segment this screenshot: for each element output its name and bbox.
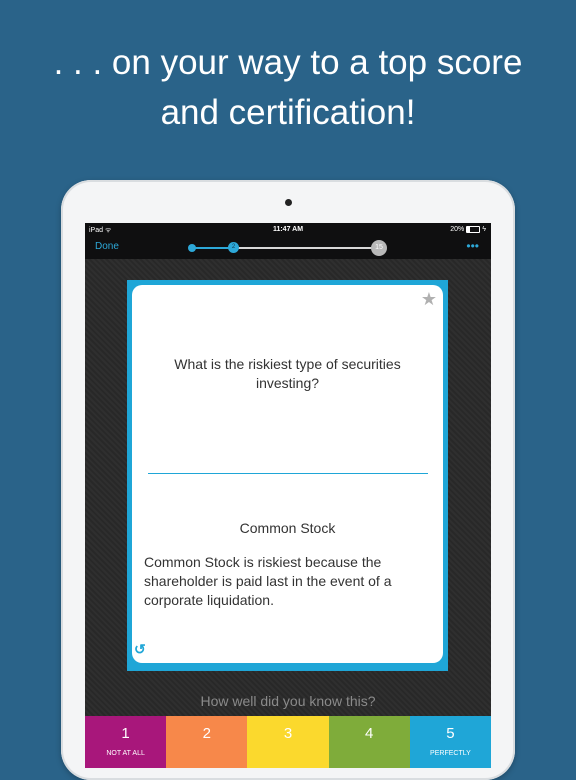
rating-number: 4 [365, 725, 374, 742]
camera-icon [285, 199, 292, 206]
progress-track [234, 247, 379, 249]
more-options-icon[interactable]: ••• [466, 239, 479, 253]
rating-button-2[interactable] [166, 716, 247, 768]
status-bar [85, 223, 491, 237]
card-answer-title: Common Stock [239, 520, 336, 536]
rating-number: 2 [202, 725, 211, 742]
nav-bar [85, 237, 491, 259]
progress-start-dot[interactable] [188, 244, 196, 252]
rating-number: 5 [446, 725, 455, 742]
battery-percent: 20% [450, 226, 465, 233]
battery-status [450, 226, 486, 233]
rating-bar [85, 716, 491, 768]
headline [0, 38, 576, 138]
undo-icon[interactable]: ↺ [134, 641, 146, 657]
device-label: iPad ᯤ [89, 227, 112, 234]
app-screen [85, 223, 491, 768]
progress-current-marker[interactable]: 2 [228, 242, 239, 253]
clock: 11:47 AM [272, 226, 304, 233]
card-question: What is the riskiest type of securities investing? [174, 356, 401, 391]
rating-caption: PERFECTLY [430, 750, 471, 757]
flashcard[interactable] [132, 285, 443, 663]
done-button[interactable]: Done [95, 241, 119, 252]
rating-button-1[interactable] [85, 716, 166, 768]
card-answer-body: Common Stock is riskiest because the shareholder is paid last in the event of a corporate liquidation. [144, 554, 392, 608]
rating-prompt: How well did you know this? [200, 693, 376, 709]
card-divider [148, 473, 428, 474]
rating-number: 3 [283, 725, 293, 742]
battery-icon [466, 226, 480, 233]
progress-total-marker[interactable]: 15 [371, 240, 387, 256]
rating-caption: NOT AT ALL [106, 750, 145, 757]
headline-line-2: and certification! [160, 93, 416, 132]
star-icon[interactable]: ★ [420, 289, 437, 309]
headline-line-1: . . . on your way to a top score [53, 43, 523, 82]
rating-number: 1 [121, 725, 130, 742]
rating-button-4[interactable] [329, 716, 410, 768]
charging-icon: ϟ [482, 226, 486, 233]
flashcard-frame [127, 280, 448, 671]
rating-button-3[interactable] [247, 716, 328, 768]
rating-button-5[interactable] [410, 716, 491, 768]
